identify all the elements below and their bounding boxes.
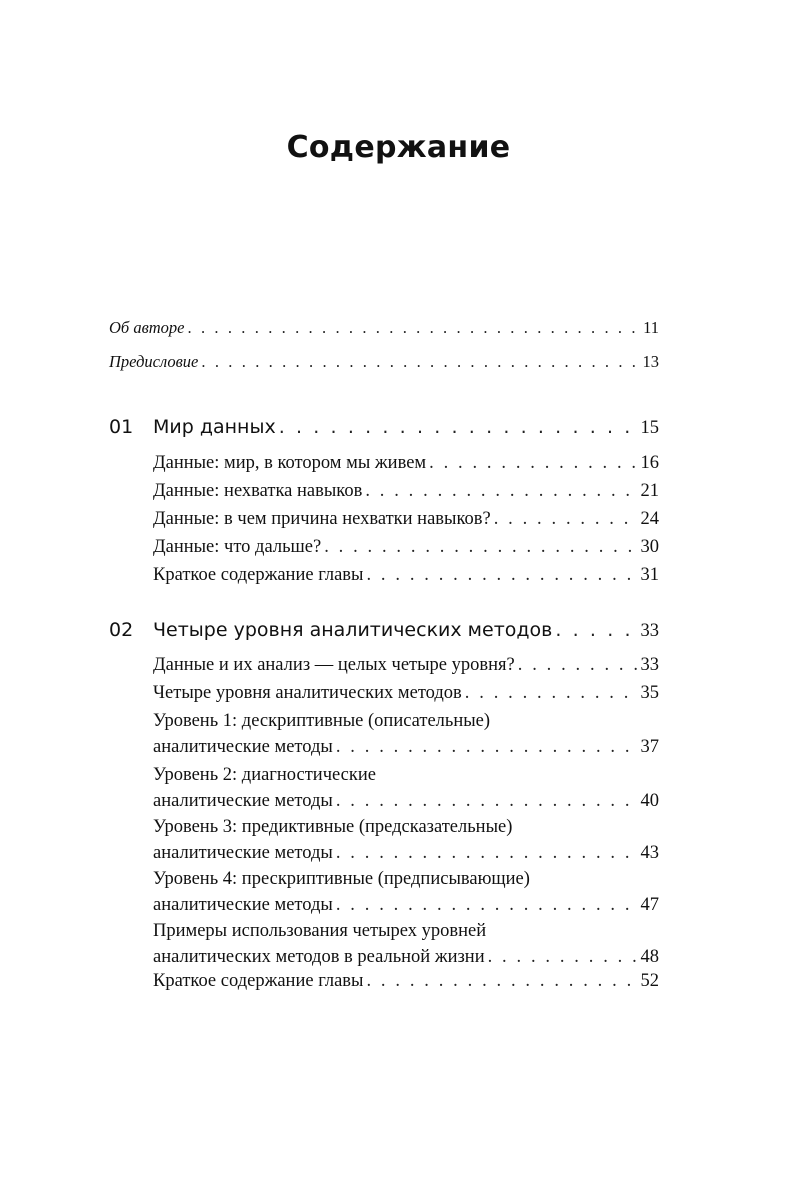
leader-dots (188, 315, 641, 341)
toc-entry-label: Данные: нехватка навыков (153, 481, 363, 501)
leader-dots (366, 562, 637, 588)
toc-entry-label-line2: аналитические методы (153, 737, 333, 757)
toc-entry[interactable] (153, 968, 659, 994)
leader-dots (555, 617, 637, 643)
toc-entry-label: Данные: мир, в котором мы живем (153, 453, 427, 473)
leader-dots (324, 534, 637, 560)
chapter-title: Мир данных (153, 416, 276, 438)
toc-entry-label: Данные: в чем причина нехватки навыков? (153, 509, 491, 529)
toc-entry-multiline[interactable] (153, 866, 659, 918)
toc-entry-preface[interactable] (109, 349, 659, 375)
toc-entry[interactable] (153, 680, 659, 706)
chapter-title: Четыре уровня аналитических методов (153, 619, 553, 641)
toc-entry-multiline[interactable] (153, 762, 659, 814)
toc-chapter-02[interactable] (109, 617, 659, 644)
toc-entry[interactable] (153, 506, 659, 532)
toc-entry-label-line2: аналитические методы (153, 895, 333, 915)
toc-chapter-01[interactable] (109, 414, 659, 441)
toc-entry-label: Об авторе (109, 318, 185, 337)
leader-dots (465, 680, 638, 706)
toc-entry-page: 40 (640, 791, 659, 811)
toc-entry-label: Краткое содержание главы (153, 565, 364, 585)
toc-entry-page: 11 (643, 318, 659, 337)
toc-entry-multiline[interactable] (153, 814, 659, 866)
toc-entry-page: 43 (640, 843, 659, 863)
toc-entry-label-line1: Примеры использования четырех уровней (153, 921, 487, 941)
leader-dots (494, 506, 638, 532)
toc-entry-label-line1: Уровень 1: дескриптивные (описательные) (153, 711, 491, 731)
chapter-page: 15 (640, 418, 659, 438)
page-title: Содержание (286, 130, 511, 165)
toc-entry-label-line1: Уровень 3: предиктивные (предсказательные) (153, 817, 513, 837)
leader-dots (336, 734, 638, 760)
toc-entry-label-line1: Уровень 2: диагностические (153, 765, 376, 785)
toc-entry-label-line1: Уровень 4: прескриптивные (предписывающие) (153, 869, 530, 889)
chapter-number: 02 (109, 619, 134, 641)
toc-entry-page: 37 (640, 737, 659, 757)
leader-dots (366, 968, 637, 994)
leader-dots (336, 892, 638, 918)
chapter-number: 01 (109, 416, 134, 438)
toc-entry-label-line2: аналитических методов в реальной жизни (153, 947, 485, 967)
toc-entry-label: Краткое содержание главы (153, 971, 364, 991)
toc-entry[interactable] (153, 652, 659, 678)
leader-dots (429, 450, 637, 476)
toc-entry-about-author[interactable] (109, 315, 659, 341)
toc-entry-page: 21 (640, 481, 659, 501)
toc-entry-page: 33 (640, 655, 659, 675)
leader-dots (518, 652, 638, 678)
toc-entry-multiline[interactable] (153, 708, 659, 760)
toc-entry-page: 47 (640, 895, 659, 915)
chapter-page: 33 (640, 621, 659, 641)
leader-dots (365, 478, 637, 504)
toc-entry-label: Предисловие (109, 352, 199, 371)
toc-entry-label: Данные: что дальше? (153, 537, 322, 557)
toc-entry[interactable] (153, 450, 659, 476)
toc-entry[interactable] (153, 534, 659, 560)
toc-entry-page: 16 (640, 453, 659, 473)
leader-dots (488, 944, 638, 970)
toc-entry-page: 35 (640, 683, 659, 703)
leader-dots (201, 349, 639, 375)
toc-entry-page: 24 (640, 509, 659, 529)
toc-entry-label: Четыре уровня аналитических методов (153, 683, 462, 703)
toc-entry[interactable] (153, 562, 659, 588)
toc-entry-page: 52 (640, 971, 659, 991)
toc-entry-page: 48 (640, 947, 659, 967)
leader-dots (279, 414, 638, 440)
leader-dots (336, 840, 638, 866)
toc-entry-label: Данные и их анализ — целых четыре уровня? (153, 655, 515, 675)
leader-dots (336, 788, 638, 814)
toc-entry-page: 30 (640, 537, 659, 557)
toc-entry-page: 13 (642, 352, 659, 371)
toc-entry-page: 31 (640, 565, 659, 585)
toc-entry-label-line2: аналитические методы (153, 791, 333, 811)
toc-entry[interactable] (153, 478, 659, 504)
toc-entry-label-line2: аналитические методы (153, 843, 333, 863)
toc-entry-multiline[interactable] (153, 918, 659, 970)
